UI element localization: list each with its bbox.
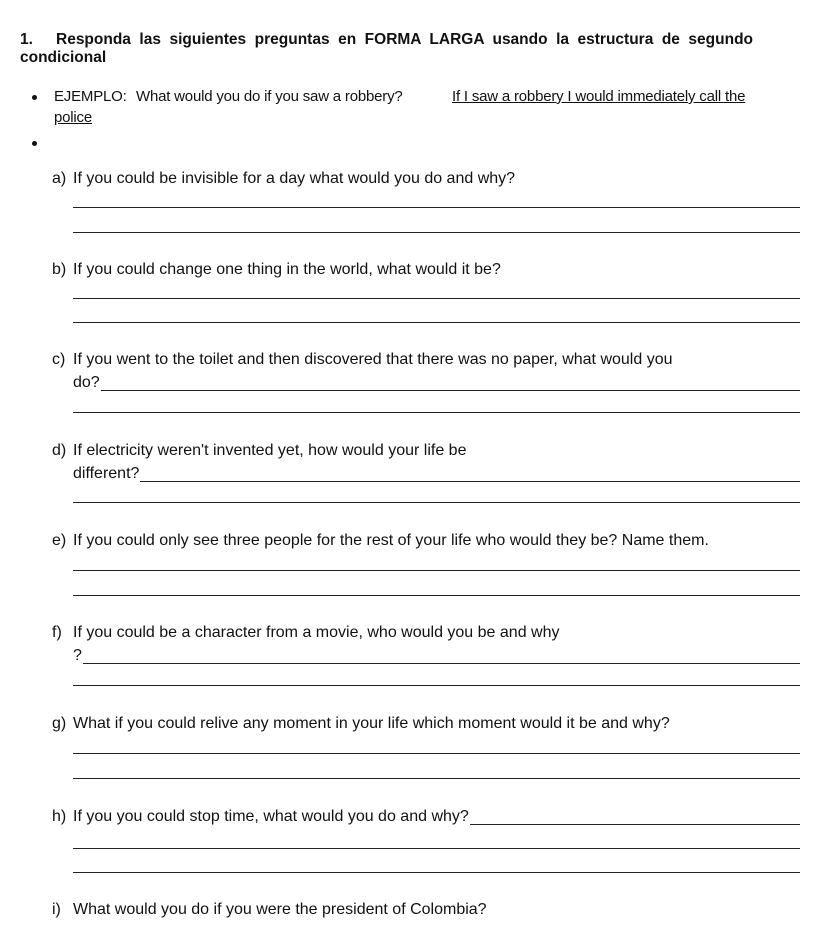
answer-line: [73, 298, 800, 299]
question-letter: b): [52, 261, 67, 278]
question-letter: f): [52, 624, 62, 641]
example-answer-cont: police: [54, 109, 92, 126]
question-text: If you you could stop time, what would you do and why?: [73, 808, 469, 825]
answer-line: [470, 824, 800, 825]
answer-line: [73, 778, 800, 779]
question-text-cont: different?: [73, 465, 140, 482]
example-label: EJEMPLO:: [54, 88, 127, 105]
answer-line: [73, 753, 800, 754]
question-letter: c): [52, 351, 66, 368]
question-text: What if you could relive any moment in your life which moment would it be and why?: [73, 715, 670, 732]
question-text: If you went to the toilet and then discovered that there was no paper, what would you: [73, 351, 673, 368]
example-answer: If I saw a robbery I would immediately call the: [452, 88, 746, 105]
instruction-number: 1.: [20, 31, 33, 48]
answer-line: [73, 502, 800, 503]
answer-line: [101, 390, 800, 391]
question-text-cont: ?: [73, 647, 82, 664]
instruction-text: Responda las siguientes preguntas en FORMA LARGA usando la estructura de segundo: [56, 31, 754, 48]
question-letter: a): [52, 170, 67, 187]
answer-line: [73, 322, 800, 323]
question-text: If you could change one thing in the world, what would it be?: [73, 261, 501, 278]
bullet-icon: [32, 95, 37, 100]
answer-line: [73, 207, 800, 208]
question-text: If electricity weren't invented yet, how would your life be: [73, 442, 467, 459]
answer-line: [73, 570, 800, 571]
question-text: If you could only see three people for the rest of your life who would they be? Name them.: [73, 532, 709, 549]
answer-line: [73, 872, 800, 873]
question-text: What would you do if you were the president of Colombia?: [73, 901, 487, 918]
answer-line: [140, 481, 800, 482]
question-text: If you could be a character from a movie, who would you be and why: [73, 624, 560, 641]
answer-line: [73, 232, 800, 233]
question-text: If you could be invisible for a day what would you do and why?: [73, 170, 516, 187]
question-text-cont: do?: [73, 374, 100, 391]
example-question: What would you do if you saw a robbery?: [136, 88, 403, 105]
question-letter: h): [52, 808, 67, 825]
answer-line: [73, 685, 800, 686]
question-letter: g): [52, 715, 67, 732]
instruction-text-cont: condicional: [20, 49, 107, 66]
question-letter: e): [52, 532, 67, 549]
answer-line: [83, 663, 800, 664]
question-letter: d): [52, 442, 67, 459]
question-letter: i): [52, 901, 61, 918]
answer-line: [73, 412, 800, 413]
answer-line: [73, 848, 800, 849]
bullet-icon: [32, 141, 37, 146]
answer-line: [73, 595, 800, 596]
